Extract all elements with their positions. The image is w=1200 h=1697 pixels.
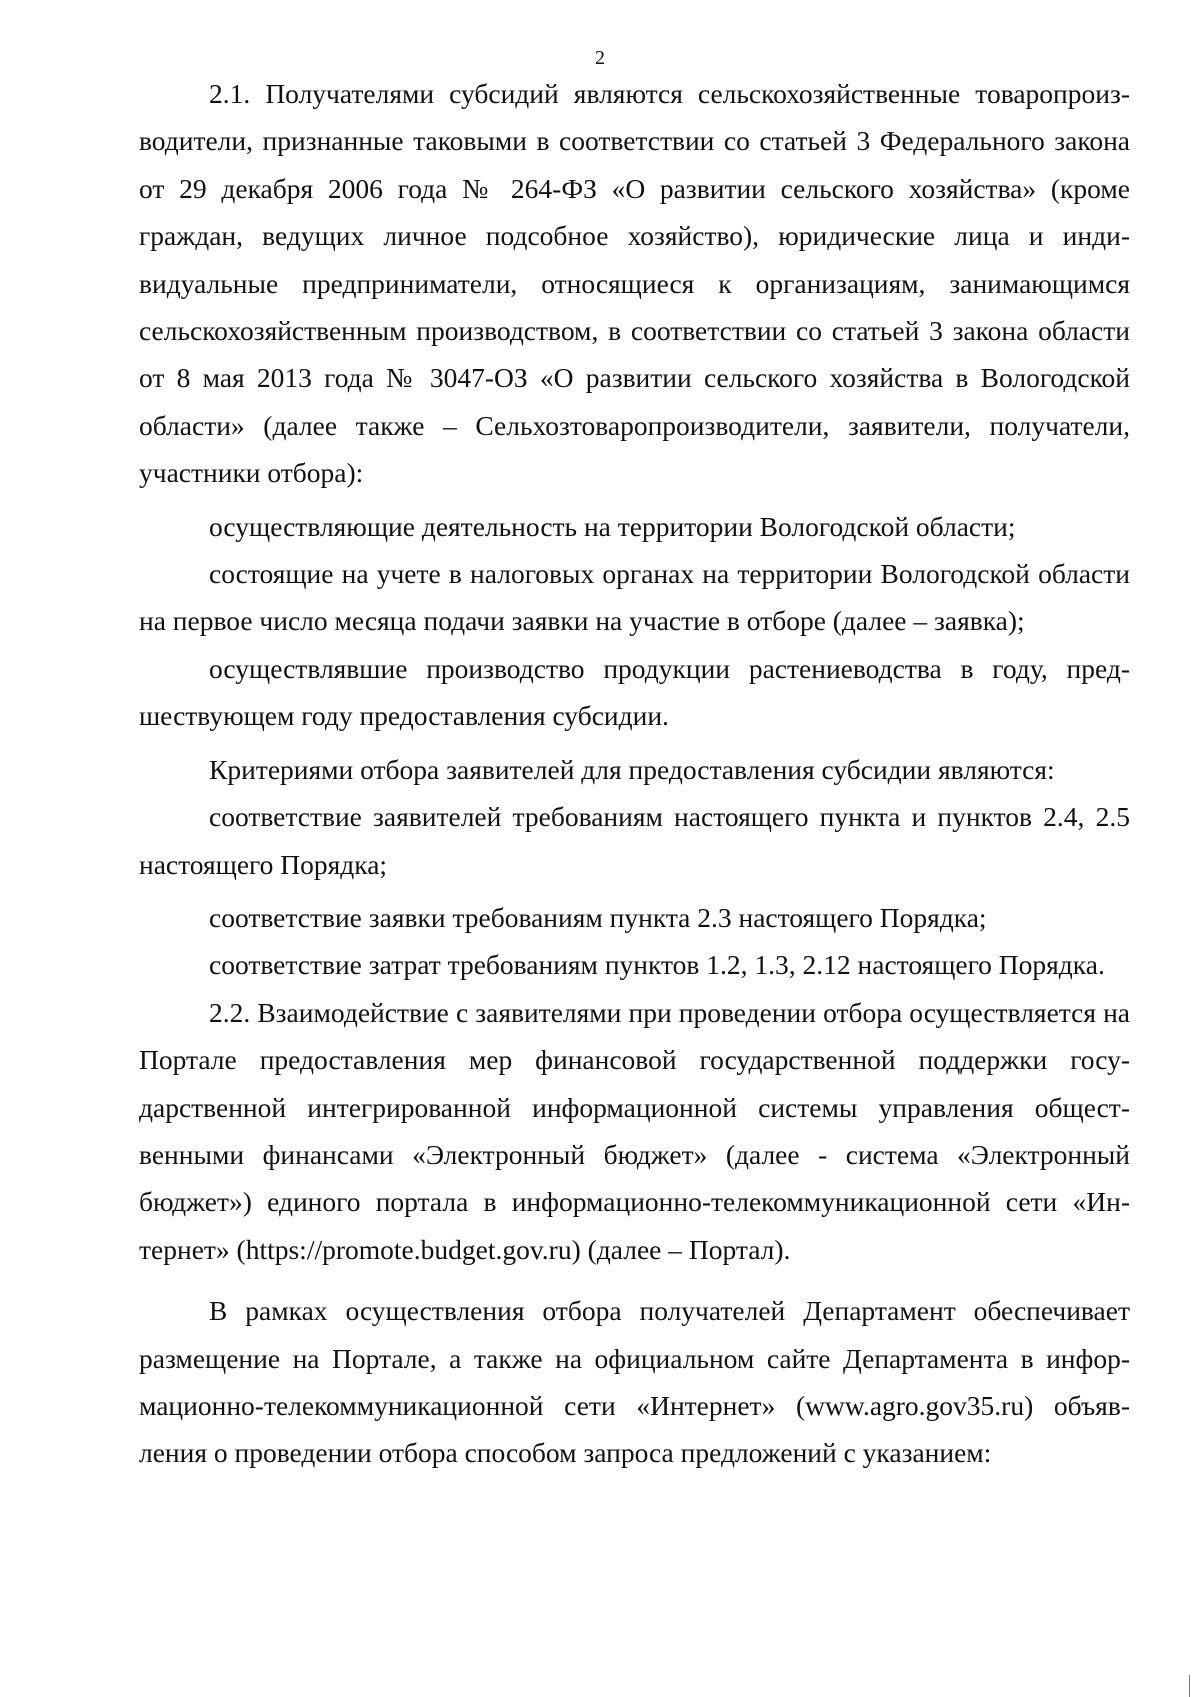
paragraph-criterion-requirements: соответствие заявителей требованиям настоящего пункта и пунктов 2.4, 2.5 настоящего Порядка;	[139, 801, 1130, 880]
paragraph-criterion-costs: соответствие затрат требованиям пунктов 1.2, 1.3, 2.12 настоящего Порядка.	[209, 949, 1105, 981]
page-number: 2	[595, 47, 605, 69]
scan-edge-mark	[1189, 1675, 1190, 1697]
paragraph-2-1-recipients: 2.1. Получателями субсидий являются сельскохозяйственные товаропроизводители, признанные таковыми в соответствии со статьей 3 Федерального закона от 29 декабря 2006 года № 264-ФЗ «О развитии сельского хозяйства» (кроме граждан, ведущих личное подсобное хозяйство), юридические лица и индивидуальные предприниматели, относящиеся к организациям, занимающимся сельскохозяйственным производством, в соответствии со статьей 3 закона области от 8 мая 2013 года № 3047-ОЗ «О развитии сельского хозяйства в Вологодской области» (далее также – Сельхозтоваропроизводители, заявители, получатели, участники отбора):	[139, 78, 1130, 489]
paragraph-criterion-tax-registration: состоящие на учете в налоговых органах на территории Вологодской области на первое число месяца подачи заявки на участие в отборе (далее – заявка);	[139, 558, 1130, 637]
paragraph-criterion-application: соответствие заявки требованиям пункта 2.3 настоящего Порядка;	[209, 901, 987, 933]
document-body	[139, 70, 1130, 1477]
paragraph-criterion-activity: осуществляющие деятельность на территории Вологодской области;	[209, 510, 1016, 542]
paragraph-announcement: В рамках осуществления отбора получателей Департамент обеспечивает размещение на Портале, а также на официальном сайте Департамента в информационно-телекоммуникационной сети «Интернет» (www.agro.gov35.ru) объявления о проведении отбора способом запроса предложений с указанием:	[139, 1295, 1130, 1469]
paragraph-selection-criteria-heading: Критериями отбора заявителей для предоставления субсидии являются:	[209, 753, 1055, 785]
paragraph-2-2-interaction: 2.2. Взаимодействие с заявителями при проведении отбора осуществляется на Портале предоставления мер финансовой государственной поддержки государственной интегрированной информационной системы управления общественными финансами «Электронный бюджет» (далее - система «Электронный бюджет») единого портала в информационно-телекоммуникационной сети «Интернет» (https://promote.budget.gov.ru) (далее – Портал).	[139, 996, 1130, 1265]
paragraph-criterion-production: осуществлявшие производство продукции растениеводства в году, предшествующем году предоставления субсидии.	[139, 652, 1130, 732]
